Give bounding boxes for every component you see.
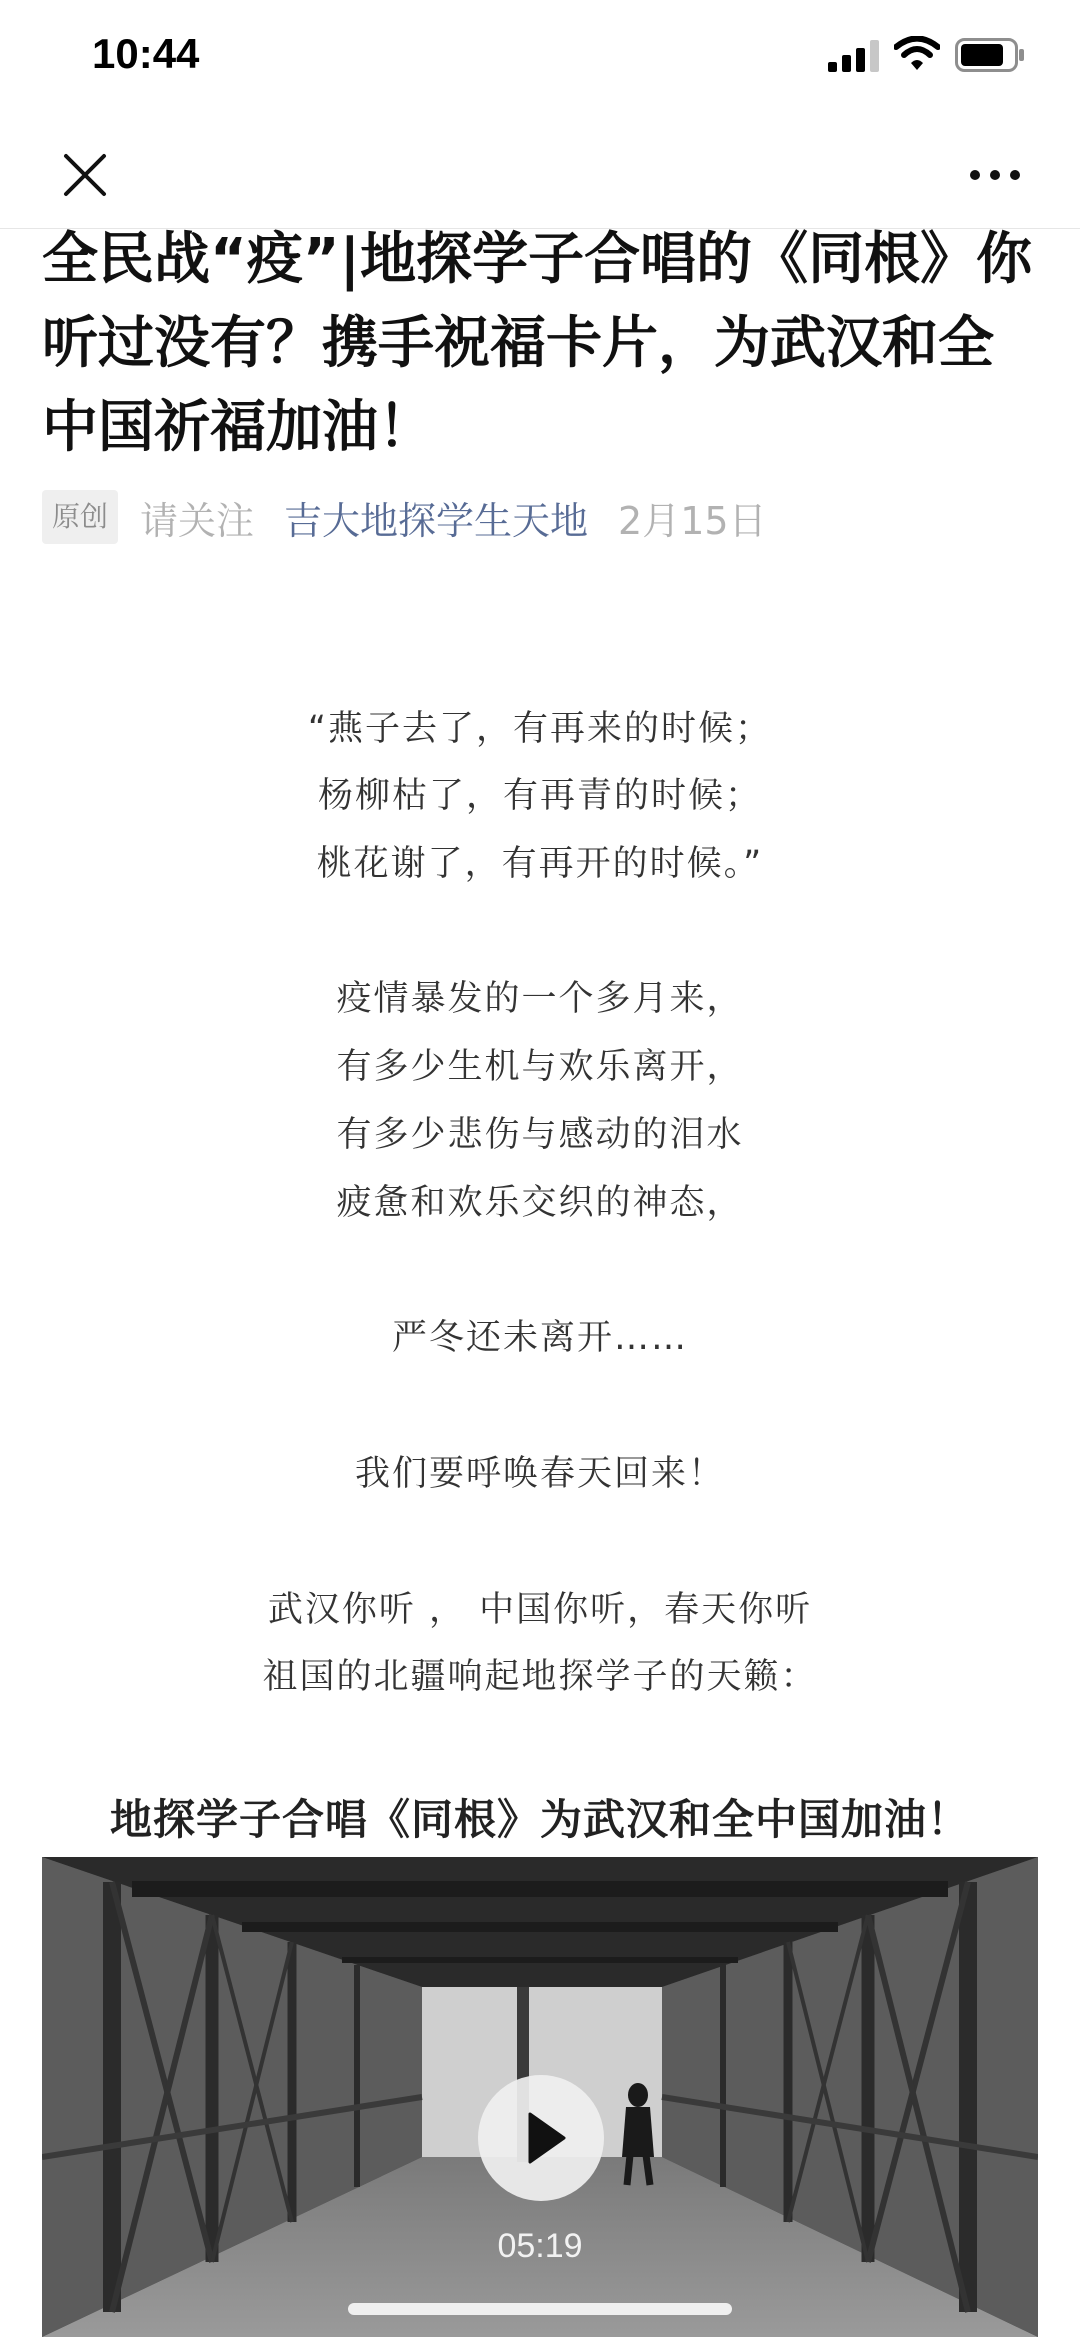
nav-bar [0, 120, 1080, 229]
section-heading: 地探学子合唱《同根》为武汉和全中国加油！ [109, 1795, 970, 1844]
poem-line: 有多少悲伤与感动的泪水 [336, 1115, 744, 1155]
battery-icon [955, 38, 1025, 72]
more-icon [962, 142, 1028, 208]
poem-line: 严冬还未离开…… [391, 1318, 688, 1358]
article-meta [42, 488, 767, 546]
poem-line: “燕子去了，有再来的时候； [307, 709, 773, 749]
play-button[interactable] [478, 2075, 604, 2201]
poem-line: 我们要呼唤春天回来！ [354, 1454, 725, 1494]
poem-line: 疲惫和欢乐交织的神态， [336, 1183, 744, 1223]
home-indicator[interactable] [348, 2303, 732, 2315]
close-button[interactable] [52, 142, 118, 208]
poem-line: 桃花谢了，有再开的时候。” [316, 844, 764, 884]
poem-line: 有多少生机与欢乐离开， [336, 1047, 744, 1087]
play-icon [526, 2112, 566, 2164]
poem-line: 疫情暴发的一个多月来， [336, 979, 744, 1019]
video-player[interactable] [42, 1857, 1038, 2337]
account-name-link[interactable]: 吉大地探学生天地 [284, 498, 589, 543]
follow-prompt: 请关注 [140, 498, 255, 543]
signal-icon [828, 40, 882, 72]
poem-line: 武汉你听 ， 中国你听，春天你听 [267, 1590, 813, 1630]
poem-line: 祖国的北疆响起地探学子的天籁： [262, 1657, 818, 1697]
status-time: 10:44 [92, 30, 200, 77]
wifi-icon [894, 36, 940, 72]
poem-line: 杨柳枯了，有再青的时候； [317, 776, 762, 816]
publish-date: 2月15日 [618, 498, 767, 543]
close-icon [52, 142, 118, 208]
article-title: 全民战“疫”|地探学子合唱的《同根》你听过没有？携手祝福卡片，为武汉和全中国祈福加油！ [42, 227, 1033, 460]
original-badge: 原创 [42, 490, 118, 544]
status-bar [0, 0, 1080, 120]
more-button[interactable] [962, 142, 1028, 208]
video-duration: 05:19 [497, 2227, 583, 2265]
